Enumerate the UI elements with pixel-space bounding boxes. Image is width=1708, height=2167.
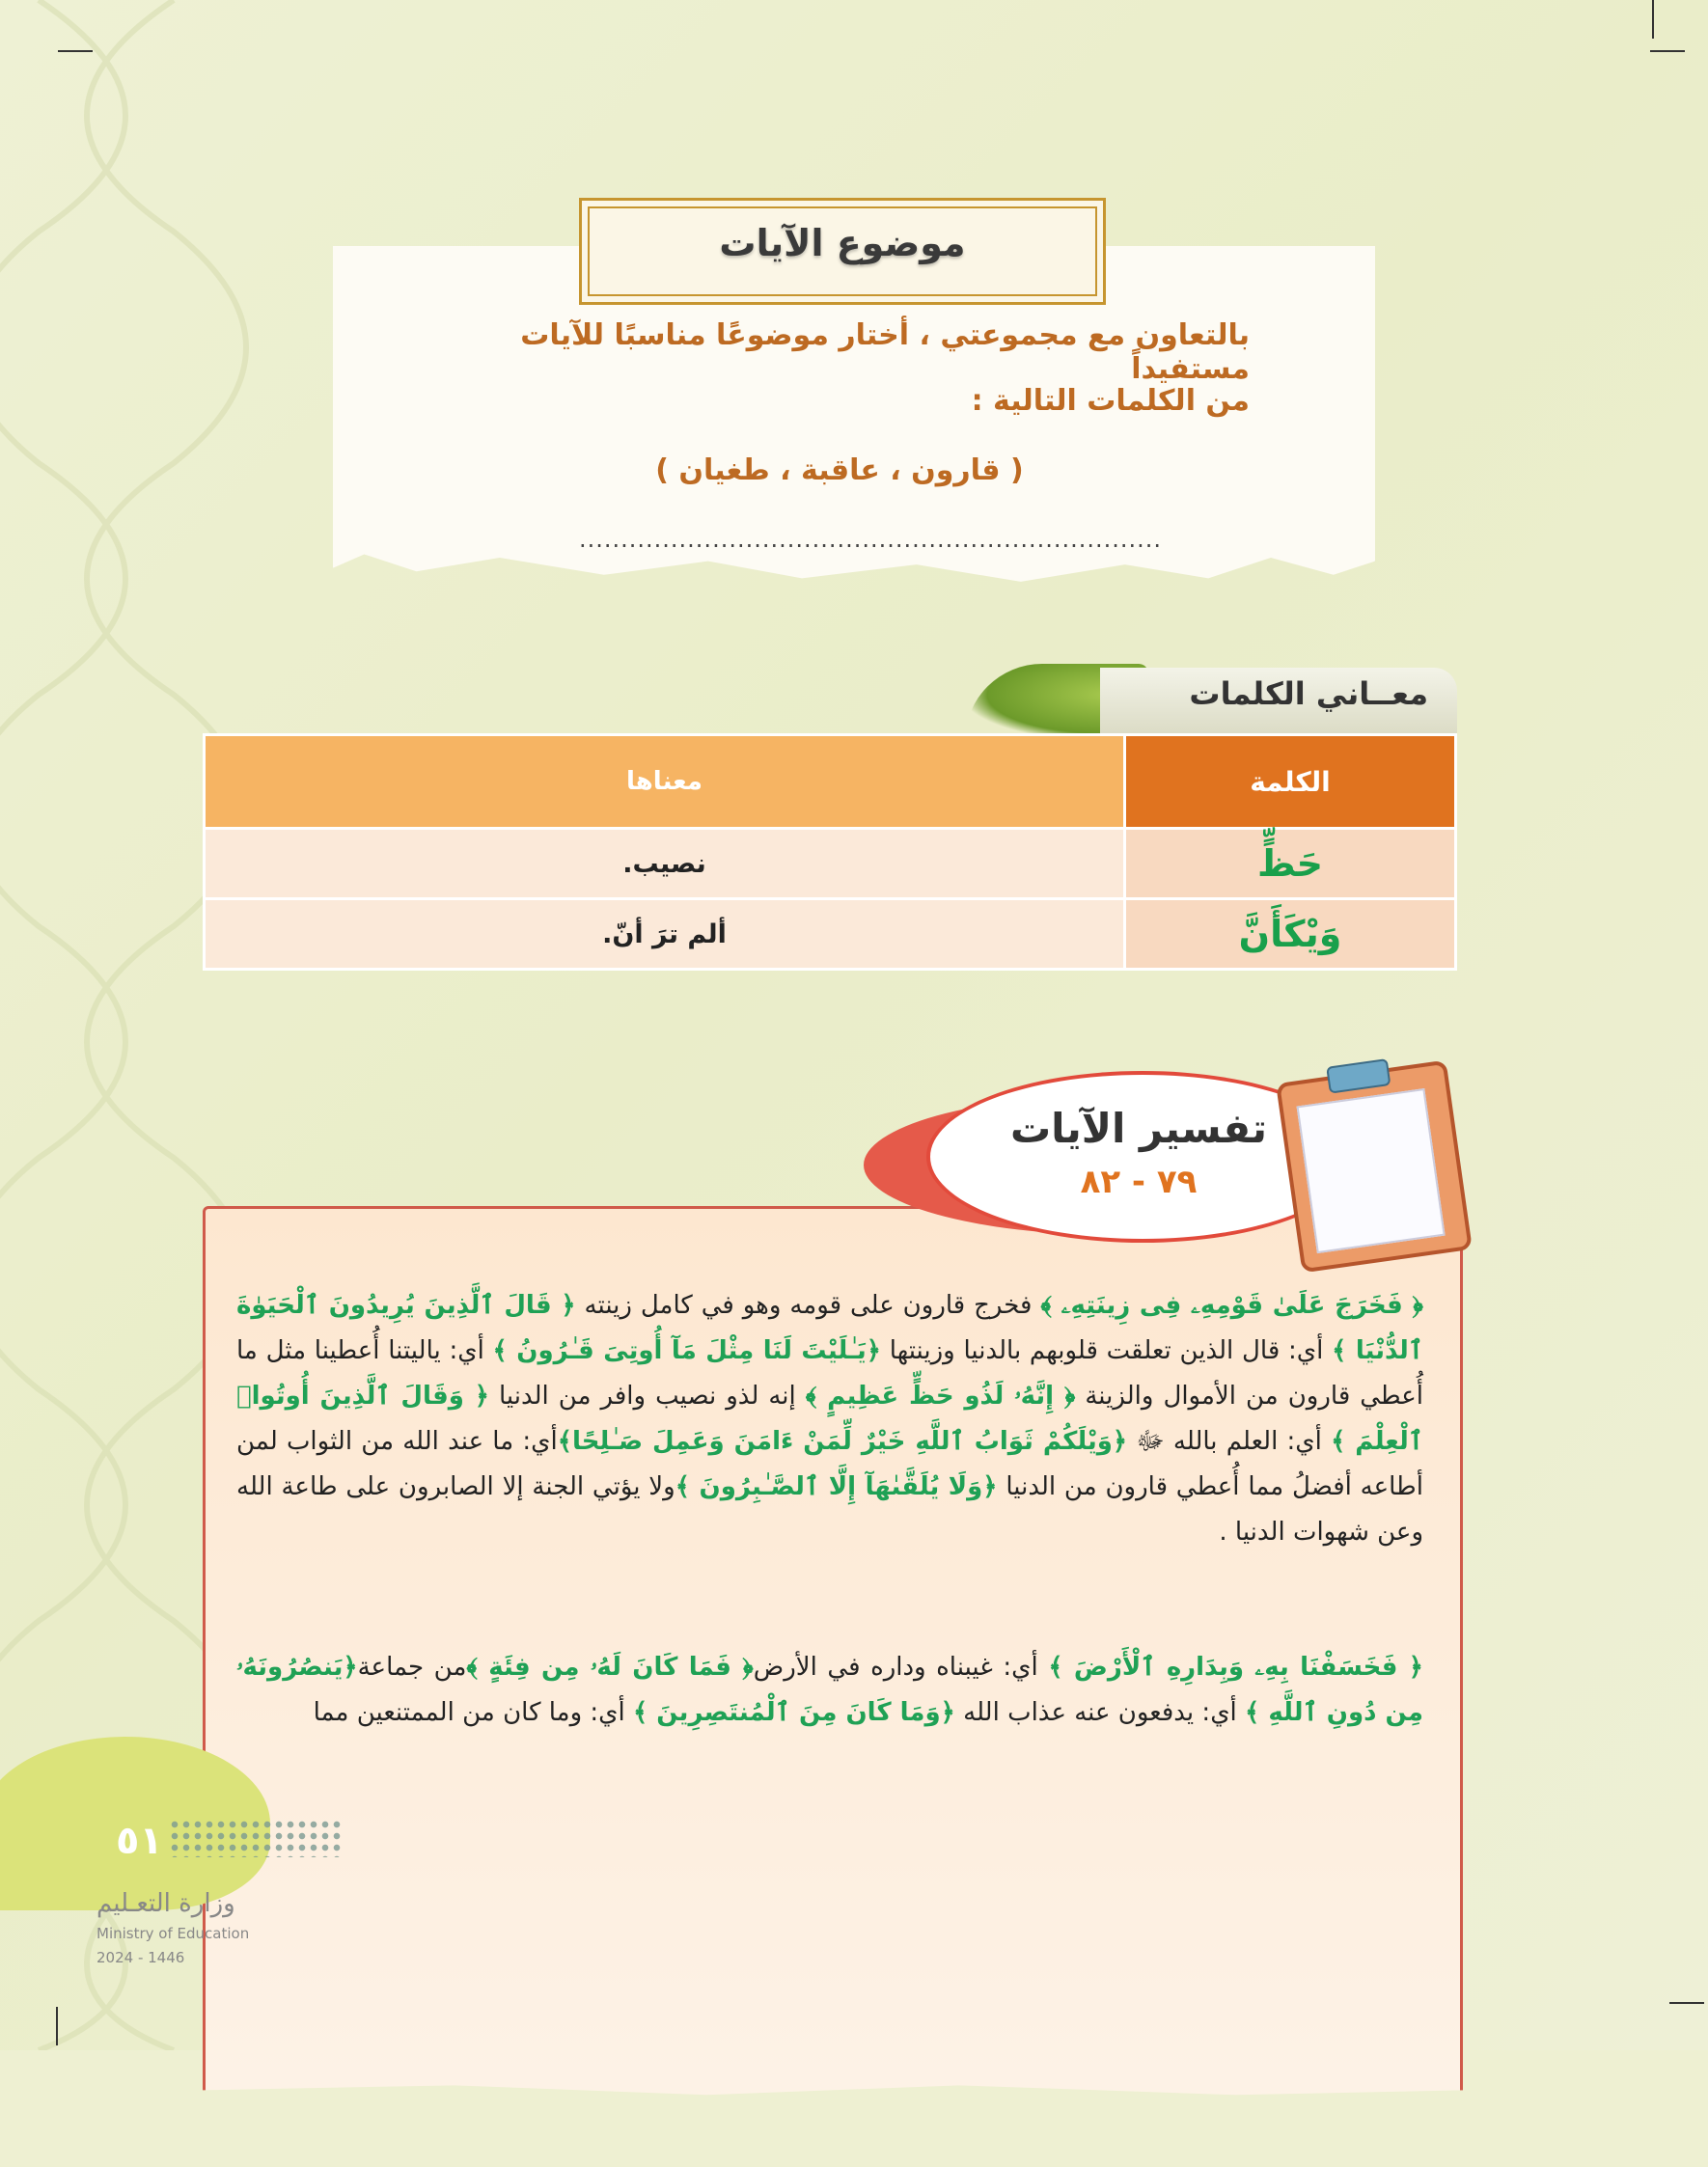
explanation-text: فخرج قارون على قومه وهو في كامل زينته	[575, 1291, 1041, 1320]
verse-text: ﴿ وَقَالَ ٱلَّذِينَ أُوتُوا۟ ٱلْعِلْمَ ﴾	[236, 1382, 1423, 1456]
explanation-text: من جماعة	[357, 1653, 467, 1682]
explanation-text: أي: غيبناه وداره في الأرض	[753, 1653, 1049, 1682]
tafsir-title: تفسير الآيات	[1009, 1105, 1268, 1152]
verse-text: ﴿ فَخَرَجَ عَلَىٰ قَوْمِهِۦ فِى زِينَتِهِۦ ﴾	[1040, 1291, 1423, 1320]
topic-instruction-line2: من الكلمات التالية :	[971, 384, 1250, 418]
explanation-text: أي: ما عند الله من الثواب لمن أطاعه أفضلُ مما أُعطي قارون من الدنيا	[236, 1427, 1423, 1501]
table-row	[205, 899, 1456, 970]
tafsir-paragraph-2	[236, 1645, 1423, 1736]
table-header-row	[205, 735, 1456, 829]
crop-mark	[56, 2007, 58, 2045]
clipboard-icon	[1276, 1060, 1473, 1274]
crop-mark	[1650, 50, 1685, 52]
explanation-text: إنه لذو نصيب وافر من الدنيا	[488, 1382, 806, 1411]
crop-mark	[1652, 0, 1654, 39]
verse-text: ﴿يَـٰلَيْتَ لَنَا مِثْلَ مَآ أُوتِىَ قَـٰرُونُ ﴾	[492, 1336, 882, 1365]
meanings-title: معــاني الكلمات	[1189, 675, 1428, 712]
verse-text: ﴿ قَالَ ٱلَّذِينَ يُرِيدُونَ ٱلْحَيَوٰةَ ٱلدُّنْيَا ﴾	[236, 1291, 1423, 1365]
verse-text: ﴿يَنصُرُونَهُۥ مِن دُونِ ٱللَّهِ ﴾	[236, 1653, 1423, 1727]
ministry-year: 2024 - 1446	[96, 1949, 185, 1966]
verse-text: ﴿ فَمَا كَانَ لَهُۥ مِن فِئَةٍ ﴾	[466, 1653, 754, 1682]
explanation-text: أي: يدفعون عنه عذاب الله	[954, 1698, 1246, 1727]
header-word: الكلمة	[1125, 735, 1456, 829]
tafsir-paragraph-1	[236, 1283, 1423, 1555]
explanation-text: أي: وما كان من الممتنعين مما	[313, 1698, 633, 1727]
topic-keywords: ( قارون ، عاقبة ، طغيان )	[655, 453, 1024, 487]
verse-text: ﴿ فَخَسَفْنَا بِهِۦ وَبِدَارِهِ ٱلْأَرْضَ ﴾	[1048, 1653, 1424, 1682]
explanation-text: أي: ياليتنا أُعطينا مثل ما أُعطي قارون من الأموال والزينة	[236, 1336, 1424, 1411]
crop-mark	[58, 50, 93, 52]
clipboard-clip-icon	[1326, 1058, 1391, 1094]
page-number: ٥١	[116, 1819, 163, 1863]
verse-text: ﴿وَمَا كَانَ مِنَ ٱلْمُنتَصِرِينَ ﴾	[633, 1698, 955, 1727]
ministry-logo-dots-icon	[169, 1819, 343, 1857]
word-meanings-table	[203, 733, 1457, 971]
table-row	[205, 829, 1456, 899]
tafsir-verse-range: ٧٩ - ٨٢	[1080, 1163, 1198, 1201]
topic-title-frame	[579, 198, 1106, 305]
ministry-name-ar: وزارة التعـليم	[96, 1889, 235, 1918]
explanation-text: أي: قال الذين تعلقت قلوبهم بالدنيا وزينتها	[881, 1336, 1333, 1365]
verse-text: ﴿ إِنَّهُۥ لَذُو حَظٍّ عَظِيمٍ ﴾	[805, 1382, 1076, 1411]
verse-text: ﴿وَيْلَكُمْ ثَوَابُ ٱللَّهِ خَيْرٌ لِّمَنْ ءَامَنَ وَعَمِلَ صَـٰلِحًا﴾	[557, 1427, 1128, 1456]
explanation-text: ولا يؤتي الجنة إلا الصابرون على طاعة الله وعن شهوات الدنيا .	[236, 1472, 1423, 1547]
explanation-text: أي: العلم بالله ﷻ	[1127, 1427, 1332, 1456]
topic-title: موضوع الآيات	[719, 222, 966, 264]
ministry-name-en: Ministry of Education	[96, 1925, 250, 1942]
answer-dotted-line[interactable]: ......................................................................	[579, 526, 1163, 553]
crop-mark	[1669, 2002, 1704, 2004]
header-meaning: معناها	[205, 735, 1125, 829]
clipboard-paper-icon	[1297, 1088, 1446, 1253]
topic-instruction-line1: بالتعاون مع مجموعتي ، أختار موضوعًا مناسبًا للآيات مستفيداً	[520, 318, 1250, 386]
meaning-cell: ألم ترَ أنّ.	[205, 899, 1125, 970]
word-cell: حَظٍّ	[1125, 829, 1456, 899]
meaning-cell: نصيب.	[205, 829, 1125, 899]
verse-text: ﴿وَلَا يُلَقَّىٰهَآ إِلَّا ٱلصَّـٰبِرُونَ ﴾	[675, 1472, 998, 1501]
word-cell: وَيْكَأَنَّ	[1125, 899, 1456, 970]
